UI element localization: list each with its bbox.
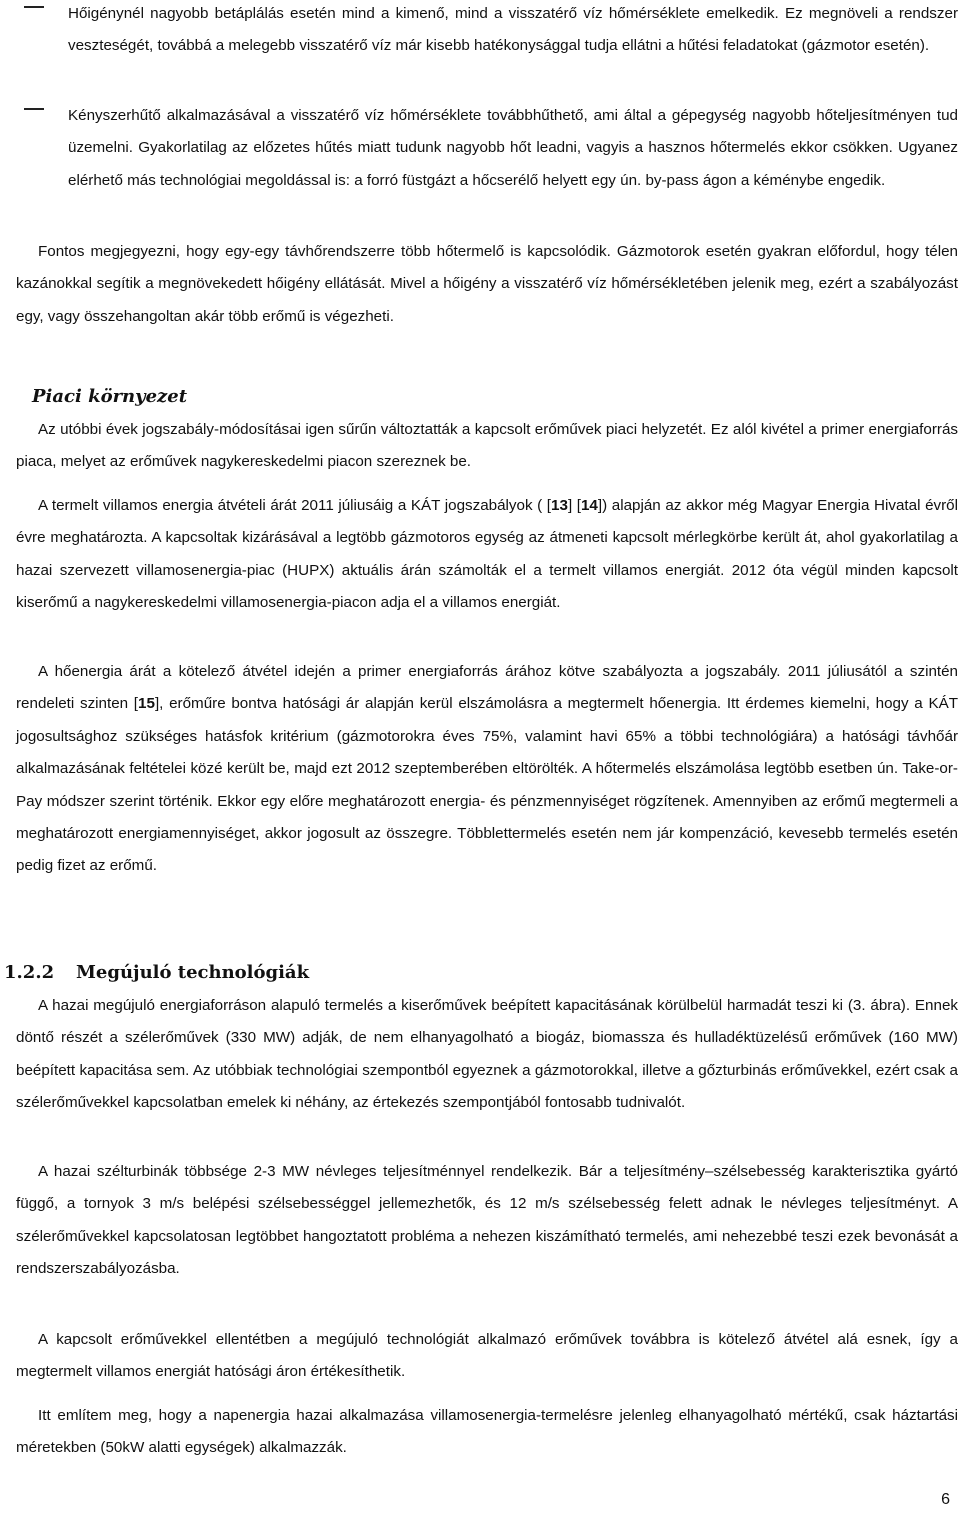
section-title: Megújuló technológiák [76,962,310,983]
section-heading-megujulo [4,958,309,988]
paragraph-napenergia: Itt említem meg, hogy a napenergia hazai alkalmazása villamosenergia-termelésre jelenleg elhanyagolható mértékű, csak háztartási méretekben (50kW alatti egységek) alkalmazzák. [16,1407,958,1457]
bullet-item [68,0,958,63]
section-number: 1.2.2 [4,962,55,983]
paragraph-szelturbinak: A hazai szélturbinák többsége 2-3 MW névleges teljesítménnyel rendelkezik. Bár a teljesítmény–szélsebesség karakterisztika gyártó függő, a tornyok 3 m/s belépési szélsebességgel jellemezhetők, és 12 m/s szélsebesség felett adnak le névleges teljesítményt. A szélerőművekkel kapcsolatosan legtöbbet hangoztatott probléma a nehezen kiszámítható termelés, ami nehezebbé teszi ezek bevonását a rendszerszabályozásba. [16,1163,958,1278]
reference-15: 15 [138,695,155,713]
dash-bullet-icon [24,0,46,30]
dash-bullet-icon [24,100,46,132]
bullet-text: Hőigénynél nagyobb betáplálás esetén mind a kimenő, mind a visszatérő víz hőmérséklete emelkedik. Ez megnöveli a rendszer veszteségét, továbbá a melegebb visszatérő víz már kisebb hatékonysággal tudja ellátni a hűtési feladatokat (gázmotor esetén). [68,5,958,55]
subheading-piaci-kornyezet: Piaci környezet [32,386,188,407]
bullet-text: Kényszerhűtő alkalmazásával a visszatérő víz hőmérséklete továbbhűthető, ami által a gépegység nagyobb hőteljesítményen tud üzemelni. Gyakorlatilag az előzetes hűtés miatt tudunk nagyobb hőt leadni, vagyis a hasznos hőtermelés ekkor csökken. Ugyanez elérhető más technológiai megoldással is: a forró füstgázt a hőcserélő helyett egy ún. by-pass ágon a kéménybe engedik. [68,107,958,189]
reference-14: 14 [580,497,598,514]
paragraph-termelt-villamos: A termelt villamos energia átvételi árát 2011 júliusáig a KÁT jogszabályok ( [13] [14]) alapján az akkor még Magyar Energia Hivatal évről évre meghatározta. A kapcsoltak kizárásával a legtöbb gázmotoros egység az átmeneti kapcsolt mérlegkörbe került át, ahol gyakorlatilag a hazai szervezett villamosenergia-piac (HUPX) aktuális árán számolták el a termelt villamos energiát. 2012 óta végül minden kapcsolt kiserőmű a nagykereskedelmi villamosenergia-piacon adja el a villamos energiát. [16,497,958,612]
bullet-item [68,100,958,197]
paragraph-kapcsolt: A kapcsolt erőművekkel ellentétben a megújuló technológiát alkalmazó erőművek továbbra is kötelező átvétel alá esnek, így a megtermelt villamos energiát hatósági áron értékesíthetik. [16,1331,958,1381]
page-number: 6 [941,1491,950,1508]
reference-13: 13 [551,497,568,514]
paragraph-fontos: Fontos megjegyezni, hogy egy-egy távhőrendszerre több hőtermelő is kapcsolódik. Gázmotorok esetén gyakran előfordul, hogy télen kazánokkal segítik a megnövekedett hőigény ellátását. Mivel a hőigény a visszatérő víz hőmérsékletében jelenik meg, ezért a szabályozást egy, vagy összehangoltan akár több erőmű is végezheti. [16,243,958,325]
paragraph-hazai-megujulo: A hazai megújuló energiaforráson alapuló termelés a kiserőművek beépített kapacitásának körülbelül harmadát teszi ki (3. ábra). Ennek döntő részét a szélerőművek (330 MW) adják, de nem elhanyagolható a biogáz, biomassza és hulladéktüzelésű erőművek (160 MW) beépített kapacitása sem. Az utóbbiak technológiai szempontból egyeznek a gázmotorokkal, illetve a gőzturbinás erőművekkel, ezért csak a szélerőművekkel kapcsolatban emelek ki néhány, az értekezés szempontjából fontosabb tudnivalót. [16,997,958,1112]
paragraph-hoenergia: A hőenergia árát a kötelező átvétel idején a primer energiaforrás árához kötve szabályozta a jogszabály. 2011 júliusától a szintén rendeleti szinten [15], erőműre bontva hatósági ár alapján kerül elszámolásra a megtermelt hőenergia. Itt érdemes kiemelni, hogy a KÁT jogosultsághoz szükséges hatásfok kritérium (gázmotorokra éves 75%, valamint havi 65% a többi technológiára) a hatósági távhőár alkalmazásának feltételei közé került be, majd ezt 2012 szeptemberében eltörölték. A hőtermelés elszámolása legtöbb esetben ún. Take-or-Pay módszer szerint történik. Ekkor egy előre meghatározott energia- és pénzmennyiséget rögzítenek. Amennyiben az erőmű megtermeli a meghatározott energiamennyiséget, akkor jogosult az összegre. Többlettermelés esetén nem jár kompenzáció, kevesebb termelés esetén pedig fizet az erőmű. [16,663,958,875]
paragraph-utobbi-evek: Az utóbbi évek jogszabály-módosításai igen sűrűn változtatták a kapcsolt erőművek piaci helyzetét. Ez alól kivétel a primer energiaforrás piaca, melyet az erőművek nagykereskedelmi piacon szereznek be. [16,421,958,471]
